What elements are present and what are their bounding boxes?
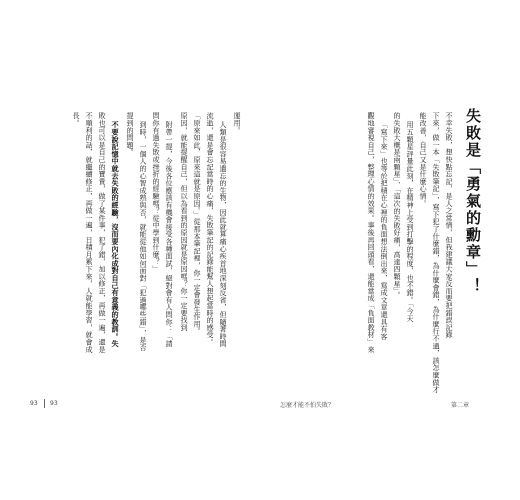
running-head-chapter: 第二章 bbox=[451, 402, 470, 409]
left-page-column-9: 提到的問題。 bbox=[126, 112, 135, 156]
left-page-column-10: 不要說記憶中就去失敗的經驗，沒而要內化成對自己有意義的教訓。失 bbox=[111, 121, 120, 348]
left-page-column-11: 敗也可以是自己的寶貴，做了某件事，犯了錯，加以修正，再做一遍，還是 bbox=[98, 112, 107, 353]
left-page-column-1: 運用。 bbox=[233, 112, 242, 134]
page-number-divider bbox=[44, 399, 45, 408]
left-page-column-12: 不順利的話，就繼續修正，再做一遍，日積月累下來，人就能學習，就會成 bbox=[85, 112, 94, 353]
chapter-title: 失敗是「勇氣的勳章」！ bbox=[464, 108, 482, 295]
running-head-center: 怎麼才能不怕失敗？ bbox=[280, 402, 335, 409]
left-page-column-7: 問你有過失敗或挫折的經驗嗎？從中學到什麼？」 bbox=[152, 112, 161, 273]
left-page-column-6: 附帶一提，今後各位應該有機會接受各種面試，絕對會有人問你：「請 bbox=[165, 121, 174, 348]
right-page-column-4: 用五顆星評量此刻，在精神上受到打擊的程度，也不錯。「今天 bbox=[406, 121, 415, 322]
right-page-column-2: 下來，做一本「失敗筆記」，寫下犯了什麼錯，為什麼會錯，為什麼行不通，該怎麼做才 bbox=[432, 112, 441, 394]
left-page-column-5: 原因，就能提醒自己，但以為看到的原因就是原因嗎？你一定要找到 bbox=[180, 112, 189, 331]
left-page-column-2: 人類是很容易遺忘的生物，因此就算痛心疾首地深刻反省，但隨著時間 bbox=[219, 121, 228, 348]
page-number-left-secondary: 93 bbox=[50, 400, 58, 407]
right-page-column-6: 「寫下來」也等於把積在心裡的負面想法倒出來，寫成文章還具有客 bbox=[380, 121, 389, 340]
right-page-column-1: 不幸失敗，想快點忘記，是人之常情，但我建議大家反而要把錯誤記錄 bbox=[445, 112, 454, 339]
left-page-column-8: 到時，一個人的心智成熟與否，就能從他如何面對「犯過哪些錯」，是否 bbox=[139, 121, 148, 352]
page-number-left: 93 bbox=[30, 400, 38, 407]
right-page-column-7: 觀地審視自己，整理心情的效果。事後再回頭看，還能當成「負面教材」來 bbox=[367, 112, 376, 353]
right-page-column-5: 的失敗大概是兩顆星」、「這次的失敗好痛，高達四顆星」。 bbox=[393, 112, 402, 299]
left-page-column-3: 流逝，還是會忘記當時的心痛，失敗筆記的記錄能幫人想起當時的感受。 bbox=[206, 112, 215, 346]
left-page-column-4: 「原來如此，原來這就是原因。」從那本筆記裡，你一定會發生作用。 bbox=[193, 112, 202, 335]
left-page-column-13: 長。 bbox=[72, 112, 81, 127]
right-page-column-3: 能改善，自己又是什麼心情。 bbox=[419, 112, 428, 207]
